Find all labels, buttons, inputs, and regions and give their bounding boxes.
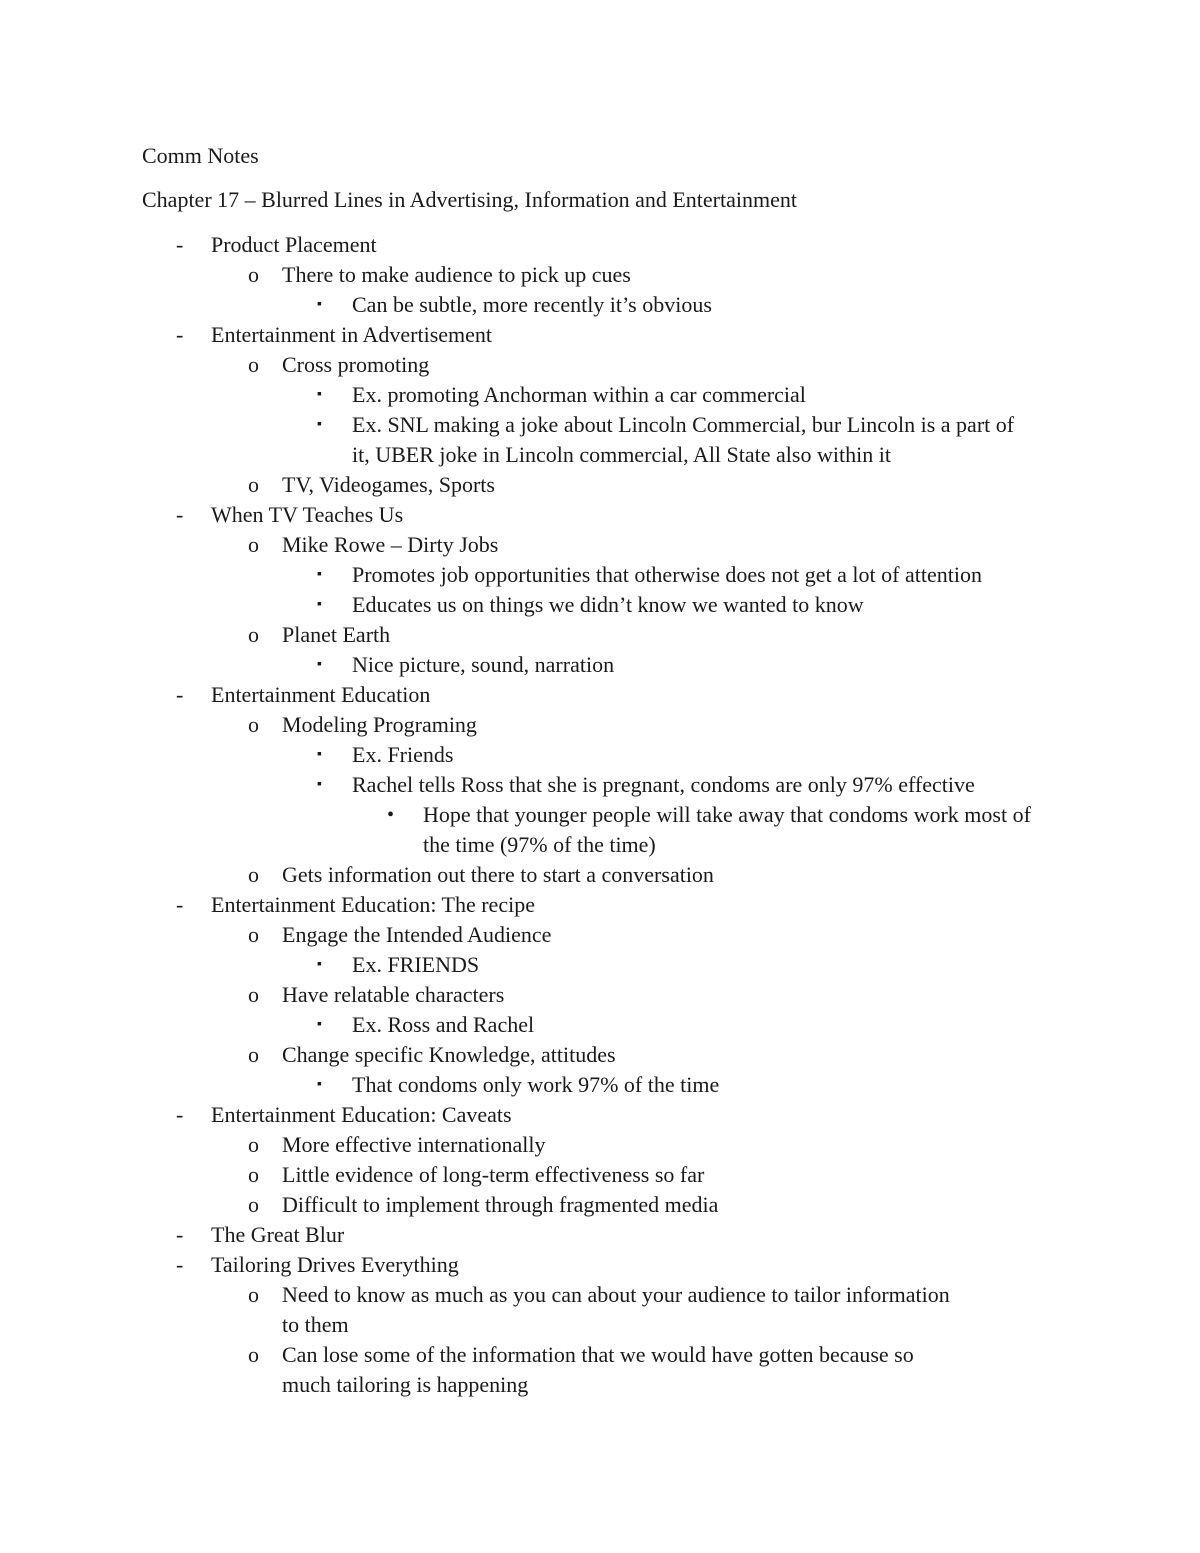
- circle-bullet-marker: o: [248, 712, 259, 737]
- circle-bullet-marker: o: [248, 1132, 259, 1157]
- outline-item-text: Planet Earth: [282, 622, 391, 647]
- dash-bullet-marker: -: [176, 1222, 184, 1247]
- square-bullet-marker: ▪: [317, 567, 322, 582]
- outline-item-level-2: [0, 860, 1200, 890]
- outline-item-text: The Great Blur: [211, 1222, 345, 1247]
- dash-bullet-marker: -: [176, 1102, 184, 1127]
- outline-item-text: Mike Rowe – Dirty Jobs: [282, 532, 499, 557]
- outline-item-level-3: [0, 410, 1200, 470]
- outline-item-level-3: [0, 740, 1200, 770]
- outline-item-text: Modeling Programing: [282, 712, 477, 737]
- outline-item-level-2: [0, 1280, 1200, 1340]
- square-bullet-marker: ▪: [317, 1077, 322, 1092]
- outline-item-text: Engage the Intended Audience: [282, 922, 552, 947]
- outline-item-level-2: [0, 260, 1200, 290]
- outline-item-text: Entertainment Education: The recipe: [211, 892, 535, 917]
- outline-item-text: That condoms only work 97% of the time: [352, 1072, 720, 1097]
- outline-item-text: Hope that younger people will take away that condoms work most of the time (97% of the time): [423, 802, 1031, 857]
- outline-item-text: Ex. promoting Anchorman within a car commercial: [352, 382, 806, 407]
- circle-bullet-marker: o: [248, 922, 259, 947]
- outline-item-text: Cross promoting: [282, 352, 430, 377]
- circle-bullet-marker: o: [248, 622, 259, 647]
- square-bullet-marker: ▪: [317, 777, 322, 792]
- dash-bullet-marker: -: [176, 892, 184, 917]
- dash-bullet-marker: -: [176, 322, 184, 347]
- dash-bullet-marker: -: [176, 1252, 184, 1277]
- outline-item-level-3: [0, 560, 1200, 590]
- outline-item-text: Change specific Knowledge, attitudes: [282, 1042, 616, 1067]
- circle-bullet-marker: o: [248, 352, 259, 377]
- outline-item-level-1: [0, 500, 1200, 530]
- outline-item-text: Ex. SNL making a joke about Lincoln Commercial, bur Lincoln is a part of it, UBER joke in Lincoln commercial, All State also within it: [352, 412, 1015, 467]
- outline-item-text: Tailoring Drives Everything: [211, 1252, 459, 1277]
- outline-item-text: Nice picture, sound, narration: [352, 652, 615, 677]
- outline-item-level-2: [0, 530, 1200, 560]
- outline-item-level-1: [0, 230, 1200, 260]
- outline-item-text: Ex. Friends: [352, 742, 454, 767]
- outline-item-level-1: [0, 1220, 1200, 1250]
- square-bullet-marker: ▪: [317, 597, 322, 612]
- outline-item-level-2: [0, 1040, 1200, 1070]
- square-bullet-marker: ▪: [317, 297, 322, 312]
- outline-item-level-2: [0, 350, 1200, 380]
- outline-item-text: Entertainment Education: Caveats: [211, 1102, 512, 1127]
- outline-item-level-1: [0, 680, 1200, 710]
- outline-item-level-1: [0, 320, 1200, 350]
- bullet-bullet-marker: •: [387, 804, 395, 826]
- outline-item-text: Have relatable characters: [282, 982, 505, 1007]
- outline-item-level-3: [0, 290, 1200, 320]
- outline-item-level-3: [0, 590, 1200, 620]
- outline-item-level-3: [0, 1070, 1200, 1100]
- outline-item-text: When TV Teaches Us: [211, 502, 404, 527]
- circle-bullet-marker: o: [248, 532, 259, 557]
- outline-item-level-3: [0, 1010, 1200, 1040]
- square-bullet-marker: ▪: [317, 747, 322, 762]
- outline-item-level-1: [0, 890, 1200, 920]
- outline-item-level-2: [0, 1130, 1200, 1160]
- outline-item-text: Educates us on things we didn’t know we wanted to know: [352, 592, 864, 617]
- outline-item-text: Gets information out there to start a conversation: [282, 862, 714, 887]
- outline-item-level-2: [0, 1340, 1200, 1400]
- square-bullet-marker: ▪: [317, 1017, 322, 1032]
- outline-item-level-1: [0, 1100, 1200, 1130]
- outline-item-level-3: [0, 650, 1200, 680]
- dash-bullet-marker: -: [176, 682, 184, 707]
- outline-item-level-2: [0, 920, 1200, 950]
- outline-item-text: Need to know as much as you can about your audience to tailor information to them: [282, 1282, 950, 1337]
- outline-item-level-2: [0, 980, 1200, 1010]
- outline-item-text: Little evidence of long-term effectiveness so far: [282, 1162, 705, 1187]
- circle-bullet-marker: o: [248, 1342, 259, 1367]
- outline-item-text: TV, Videogames, Sports: [282, 472, 495, 497]
- outline-item-text: More effective internationally: [282, 1132, 546, 1157]
- outline-item-level-2: [0, 1190, 1200, 1220]
- outline-item-level-3: [0, 380, 1200, 410]
- outline-item-level-2: [0, 710, 1200, 740]
- circle-bullet-marker: o: [248, 1192, 259, 1217]
- dash-bullet-marker: -: [176, 502, 184, 527]
- outline-item-text: Can be subtle, more recently it’s obvious: [352, 292, 712, 317]
- outline-item-level-3: [0, 950, 1200, 980]
- outline-item-level-2: [0, 470, 1200, 500]
- circle-bullet-marker: o: [248, 262, 259, 287]
- square-bullet-marker: ▪: [317, 387, 322, 402]
- circle-bullet-marker: o: [248, 1042, 259, 1067]
- dash-bullet-marker: -: [176, 232, 184, 257]
- outline-item-level-3: [0, 770, 1200, 800]
- outline-item-level-1: [0, 1250, 1200, 1280]
- outline-item-text: Entertainment Education: [211, 682, 431, 707]
- circle-bullet-marker: o: [248, 1162, 259, 1187]
- square-bullet-marker: ▪: [317, 417, 322, 432]
- outline-item-text: There to make audience to pick up cues: [282, 262, 631, 287]
- outline-item-text: Promotes job opportunities that otherwise does not get a lot of attention: [352, 562, 982, 587]
- outline-item-text: Can lose some of the information that we would have gotten because so much tailoring is happening: [282, 1342, 914, 1397]
- square-bullet-marker: ▪: [317, 657, 322, 672]
- outline-item-text: Product Placement: [211, 232, 377, 257]
- document-title: Comm Notes: [142, 143, 259, 168]
- circle-bullet-marker: o: [248, 982, 259, 1007]
- outline-item-level-2: [0, 620, 1200, 650]
- outline-item-text: Ex. FRIENDS: [352, 952, 480, 977]
- circle-bullet-marker: o: [248, 862, 259, 887]
- outline-item-level-4: [0, 800, 1200, 860]
- outline-item-text: Rachel tells Ross that she is pregnant, condoms are only 97% effective: [352, 772, 975, 797]
- outline-item-level-2: [0, 1160, 1200, 1190]
- circle-bullet-marker: o: [248, 1282, 259, 1307]
- notes-outline: [0, 230, 1200, 1400]
- square-bullet-marker: ▪: [317, 957, 322, 972]
- circle-bullet-marker: o: [248, 472, 259, 497]
- outline-item-text: Ex. Ross and Rachel: [352, 1012, 535, 1037]
- outline-item-text: Entertainment in Advertisement: [211, 322, 493, 347]
- outline-item-text: Difficult to implement through fragmented media: [282, 1192, 719, 1217]
- chapter-heading: Chapter 17 – Blurred Lines in Advertising, Information and Entertainment: [142, 187, 797, 212]
